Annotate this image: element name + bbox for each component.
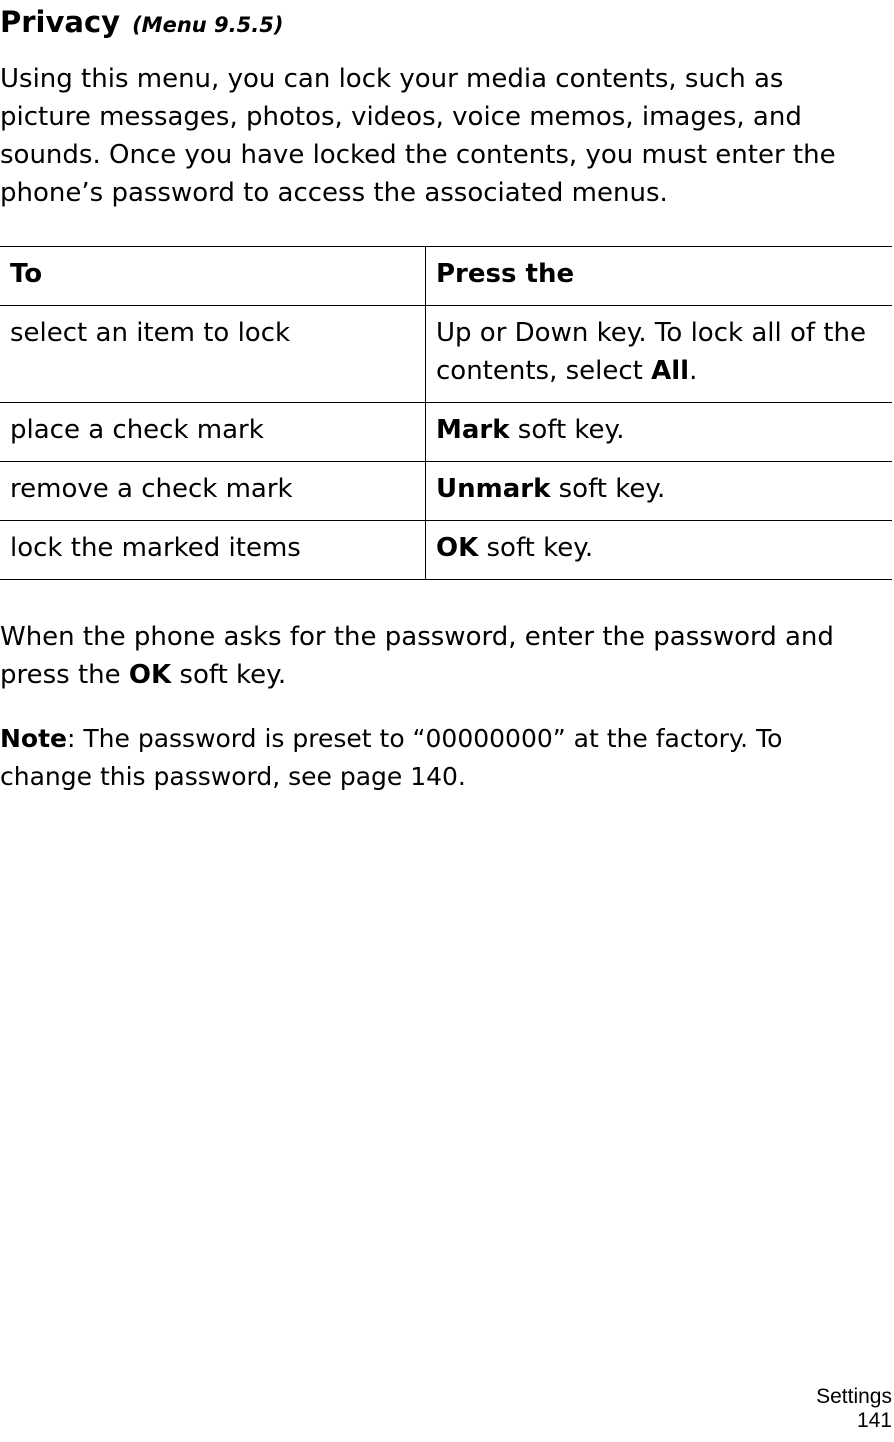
key-name: All <box>651 356 690 386</box>
intro-paragraph: Using this menu, you can lock your media contents, such as picture messages, photos, videos, voice memos, images, and sounds. Once you have locked the contents, you must enter the phone’s password to access the associated menus. <box>0 64 836 208</box>
action-cell: select an item to lock <box>0 306 426 403</box>
action-cell: place a check mark <box>0 403 426 462</box>
note-label: Note <box>0 724 68 753</box>
section-title: Privacy <box>0 5 121 39</box>
password-instructions-text: When the phone asks for the password, enter the password and press the <box>0 622 834 690</box>
footer-section-name: Settings <box>816 1385 892 1408</box>
action-cell: remove a check mark <box>0 462 426 521</box>
page-number: 141 <box>856 1409 892 1432</box>
key-text: Up or Down key. To lock all of the contents, select <box>436 318 866 386</box>
key-name: Mark <box>436 415 510 445</box>
action-cell: lock the marked items <box>0 521 426 580</box>
page-footer <box>816 1385 892 1433</box>
table-header-row <box>0 247 892 306</box>
table-row <box>0 521 892 580</box>
key-name: OK <box>436 533 479 563</box>
key-text-suffix: soft key. <box>550 474 666 504</box>
key-text-suffix: . <box>689 356 698 386</box>
table-row <box>0 462 892 521</box>
password-instructions <box>0 618 880 694</box>
table-row <box>0 306 892 403</box>
key-cell <box>426 521 893 580</box>
password-instructions-suffix: soft key. <box>171 660 287 690</box>
note-text: : The password is preset to “00000000” at the factory. To change this password, see page 140. <box>0 724 783 791</box>
key-cell <box>426 306 893 403</box>
key-text-suffix: soft key. <box>509 415 625 445</box>
menu-reference: (Menu 9.5.5) <box>132 13 284 37</box>
column-header-to: To <box>0 247 426 306</box>
table-row <box>0 403 892 462</box>
key-name: Unmark <box>436 474 551 504</box>
key-cell <box>426 462 893 521</box>
key-actions-table <box>0 246 892 580</box>
note-paragraph <box>0 720 880 796</box>
column-header-press-the: Press the <box>426 247 893 306</box>
key-text-suffix: soft key. <box>478 533 594 563</box>
key-cell <box>426 403 893 462</box>
ok-key-name: OK <box>128 660 172 690</box>
section-heading <box>0 2 283 40</box>
